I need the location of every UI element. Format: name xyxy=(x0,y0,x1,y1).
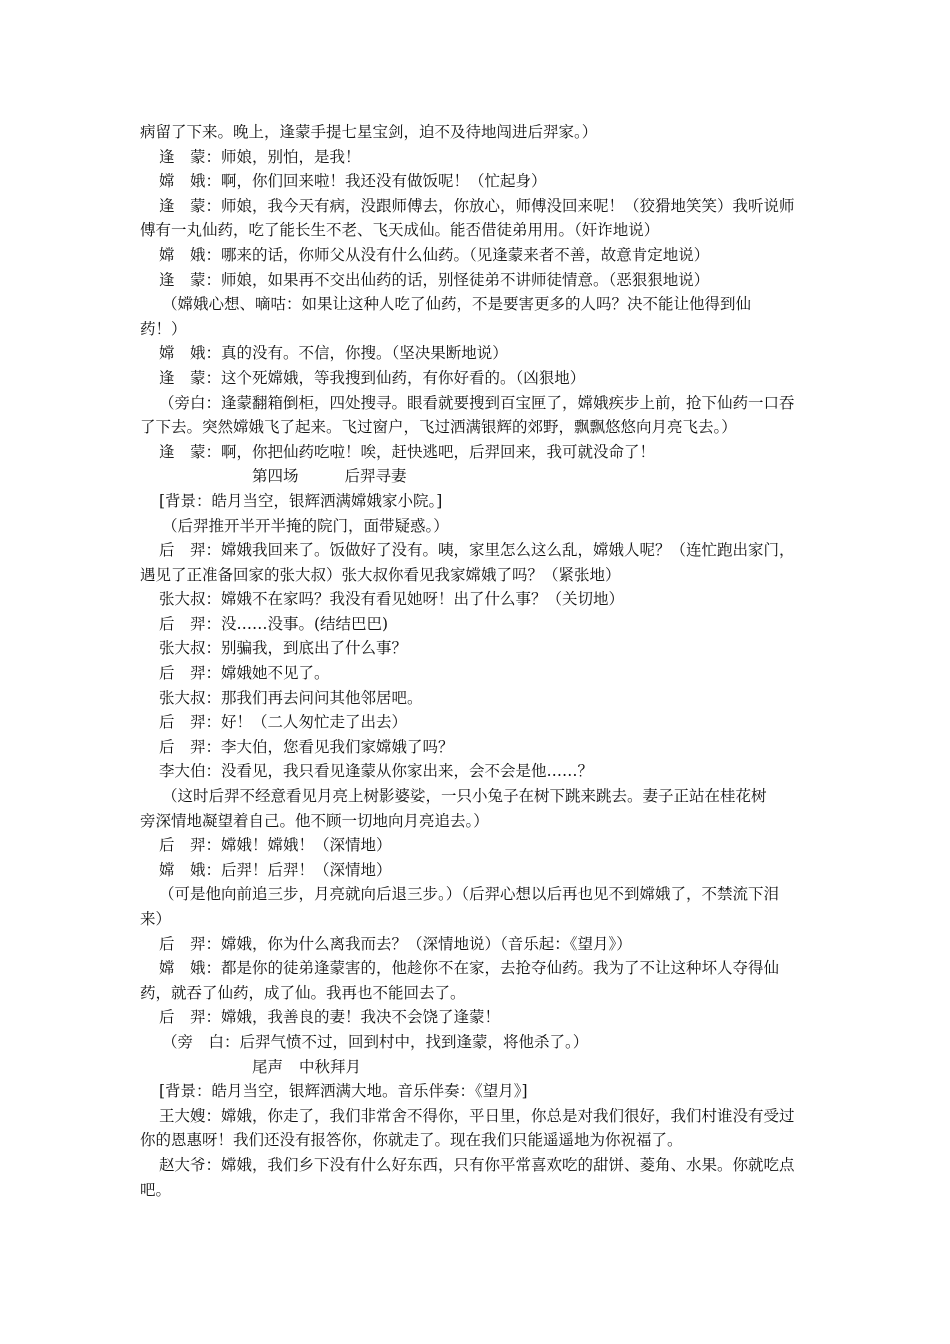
dialogue-line: 逢 蒙：这个死嫦娥，等我搜到仙药，有你好看的。（凶狠地） xyxy=(159,368,586,387)
dialogue-line: 后 羿：李大伯，您看见我们家嫦娥了吗？ xyxy=(159,737,454,756)
dialogue-line: 嫦 娥：哪来的话，你师父从没有什么仙药。（见逢蒙来者不善，故意肯定地说） xyxy=(159,245,710,264)
document-page xyxy=(140,120,808,1202)
dialogue-line: 嫦 娥：后羿！后羿！（深情地） xyxy=(159,860,392,879)
dialogue-line: 后 羿：嫦娥她不见了。 xyxy=(159,664,330,683)
dialogue-line: 嫦 娥：都是你的徒弟逢蒙害的，他趁你不在家，去抢夺仙药。我为了不让这种坏人夺得仙 xyxy=(159,959,780,978)
narration-line: （旁白：逢蒙翻箱倒柜，四处搜寻。眼看就要搜到百宝匣了，嫦娥疾步上前，抢下仙药一口吞 xyxy=(159,393,795,412)
dialogue-line: 后 羿：嫦娥！嫦娥！（深情地） xyxy=(159,836,392,855)
dialogue-line: 后 羿：嫦娥我回来了。饭做好了没有。咦，家里怎么这么乱，嫦娥人呢？（连忙跑出家门， xyxy=(159,541,795,560)
background-note: [背景：皓月当空，银辉洒满大地。音乐伴奏：《望月》] xyxy=(159,1082,528,1101)
text-line: 来） xyxy=(140,910,172,928)
text-line: 病留了下来。晚上，逢蒙手提七星宝剑，迫不及待地闯进后羿家。） xyxy=(140,123,598,141)
dialogue-line: 张大叔：别骗我，到底出了什么事？ xyxy=(159,639,408,658)
text-line: 药，就吞了仙药，成了仙。我再也不能回去了。 xyxy=(140,983,466,1002)
dialogue-line: 逢 蒙：师娘，别怕，是我！ xyxy=(159,147,361,166)
dialogue-line: 赵大爷：嫦娥，我们乡下没有什么好东西，只有你平常喜欢吃的甜饼、菱角、水果。你就吃点 xyxy=(159,1155,795,1174)
dialogue-line: 逢 蒙：师娘，我今天有病，没跟师傅去，你放心，师傅没回来呢！（狡猾地笑笑）我听说师 xyxy=(159,196,795,215)
stage-direction: （可是他向前追三步，月亮就向后退三步。）（后羿心想以后再也见不到嫦娥了，不禁流下泪 xyxy=(159,885,780,904)
dialogue-line: 后 羿：嫦娥，我善良的妻！我决不会饶了逢蒙！ xyxy=(159,1008,501,1027)
dialogue-line: 张大叔：那我们再去问问其他邻居吧。 xyxy=(159,688,423,707)
text-line: 了下去。突然嫦娥飞了起来。飞过窗户，飞过洒满银辉的郊野，飘飘悠悠向月亮飞去。） xyxy=(140,418,737,437)
dialogue-line: 李大伯：没看见，我只看见逢蒙从你家出来，会不会是他……？ xyxy=(159,762,594,781)
dialogue-line: 嫦 娥：真的没有。不信，你搜。（坚决果断地说） xyxy=(159,344,508,363)
stage-direction: （这时后羿不经意看见月亮上树影婆娑，一只小兔子在树下跳来跳去。妻子正站在桂花树 xyxy=(162,787,767,806)
text-line: 你的恩惠呀！我们还没有报答你，你就走了。现在我们只能遥遥地为你祝福了。 xyxy=(140,1131,683,1150)
text-line: 傅有一丸仙药，吃了能长生不老、飞天成仙。能否借徒弟用用。（奸诈地说） xyxy=(140,221,660,240)
text-line: 旁深情地凝望着自己。他不顾一切地向月亮追去。） xyxy=(140,811,489,830)
narration-line: （旁 白：后羿气愤不过，回到村中，找到逢蒙，将他杀了。） xyxy=(162,1032,589,1051)
scene-number: 尾声 xyxy=(252,1057,284,1076)
dialogue-line: 嫦 娥：啊，你们回来啦！我还没有做饭呢！（忙起身） xyxy=(159,172,547,191)
dialogue-line: 后 羿：没……没事。(结结巴巴) xyxy=(159,614,389,633)
scene-title xyxy=(140,1055,808,1080)
scene-name: 后羿寻妻 xyxy=(344,467,407,486)
dialogue-line: 王大嫂：嫦娥，你走了，我们非常舍不得你，平日里，你总是对我们很好，我们村谁没有受过 xyxy=(159,1106,795,1125)
dialogue-line: 逢 蒙：啊，你把仙药吃啦！唉，赶快逃吧，后羿回来，我可就没命了！ xyxy=(159,442,656,461)
stage-direction: （嫦娥心想、嘀咕：如果让这种人吃了仙药，不是要害更多的人吗？决不能让他得到仙 xyxy=(162,295,752,314)
scene-title xyxy=(140,464,808,489)
dialogue-line: 后 羿：好！（二人匆忙走了出去） xyxy=(159,713,408,732)
dialogue-line: 张大叔：嫦娥不在家吗？我没有看见她呀！出了什么事？（关切地） xyxy=(159,590,625,609)
dialogue-line: 逢 蒙：师娘，如果再不交出仙药的话，别怪徒弟不讲师徒情意。（恶狠狠地说） xyxy=(159,270,710,289)
text-line: 药！） xyxy=(140,319,187,338)
stage-direction: （后羿推开半开半掩的院门，面带疑惑。） xyxy=(162,516,449,535)
text-line: 吧。 xyxy=(140,1180,172,1199)
dialogue-line: 后 羿：嫦娥，你为什么离我而去？（深情地说）（音乐起：《望月》） xyxy=(159,934,632,953)
scene-number: 第四场 xyxy=(252,467,299,486)
text-line: 遇见了正准备回家的张大叔）张大叔你看见我家嫦娥了吗？（紧张地） xyxy=(140,565,621,584)
background-note: [背景：皓月当空，银辉洒满嫦娥家小院。] xyxy=(159,491,443,510)
scene-name: 中秋拜月 xyxy=(299,1057,362,1076)
